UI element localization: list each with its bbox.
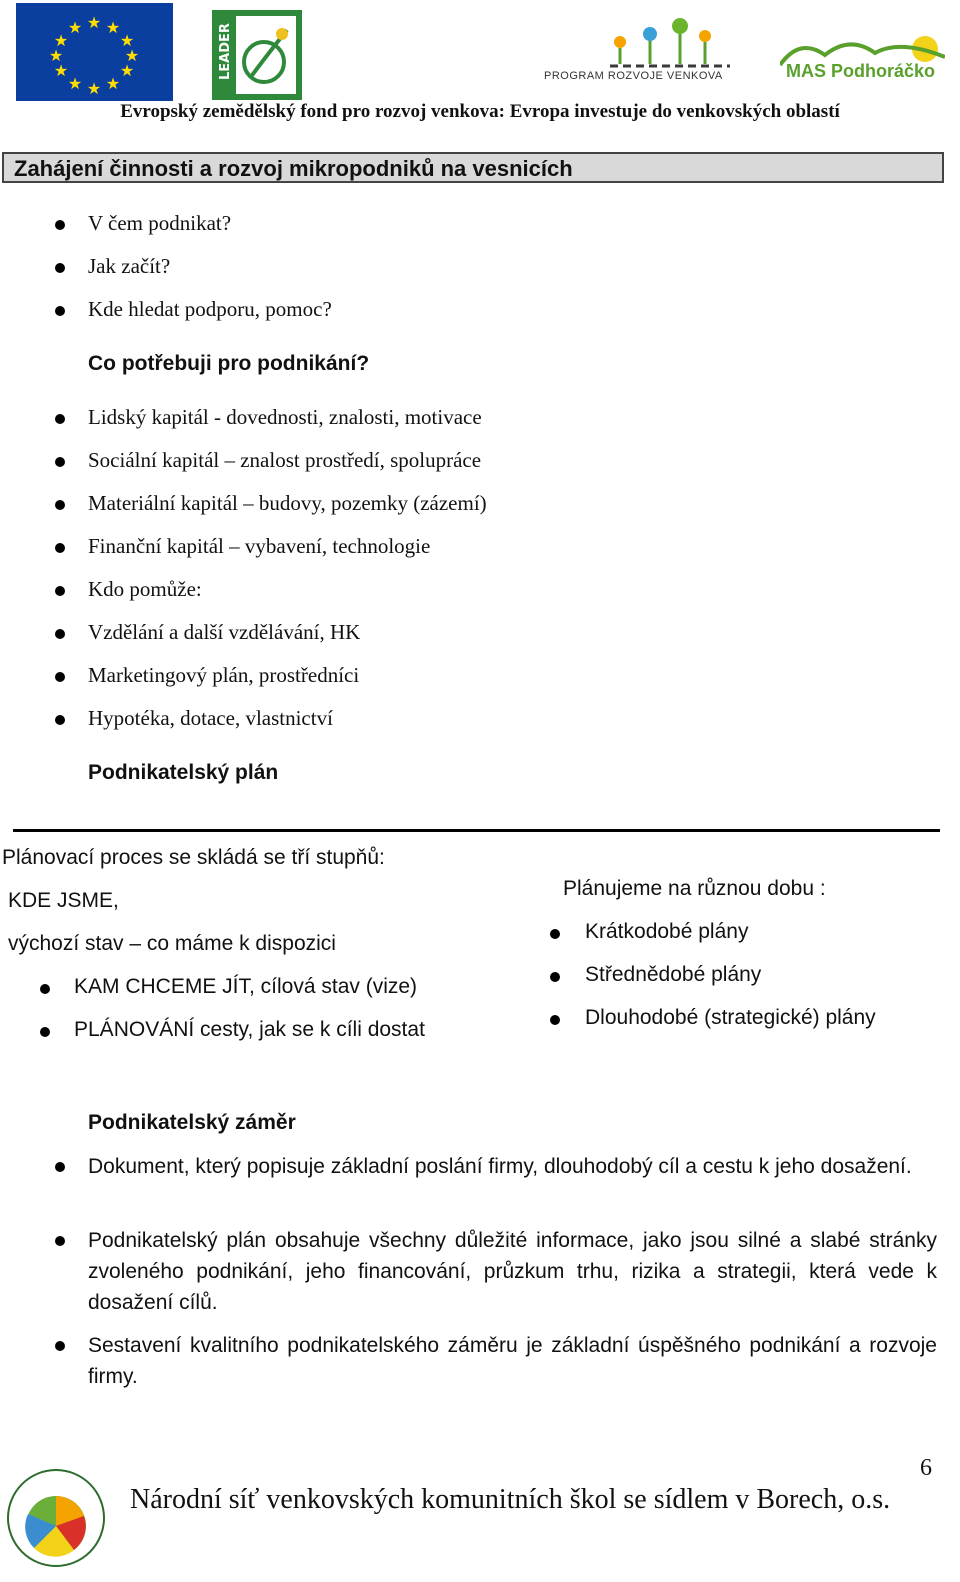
bullet-icon bbox=[55, 629, 65, 639]
bullet-icon bbox=[55, 306, 65, 316]
school-logo-icon bbox=[6, 1468, 106, 1568]
needs-item: Lidský kapitál - dovednosti, znalosti, motivace bbox=[88, 405, 482, 429]
plan-step: KAM CHCEME JÍT, cílová stav (vize) bbox=[74, 975, 418, 998]
bullet-icon bbox=[55, 672, 65, 682]
bullet-icon bbox=[55, 414, 65, 424]
bullet-icon bbox=[55, 1341, 65, 1351]
svg-text:★: ★ bbox=[105, 74, 121, 93]
page-title: Zahájení činnosti a rozvoj mikropodniků na vesnicích bbox=[14, 156, 573, 181]
bullet-icon bbox=[550, 1015, 560, 1025]
svg-text:LEADER: LEADER bbox=[218, 23, 233, 80]
svg-text:★: ★ bbox=[67, 18, 83, 37]
bullet-icon bbox=[55, 543, 65, 553]
needs-item: Vzdělání a další vzdělávání, HK bbox=[88, 620, 361, 644]
plan-step: PLÁNOVÁNÍ cesty, jak se k cíli dostat bbox=[74, 1018, 425, 1041]
bullet-icon bbox=[55, 586, 65, 596]
needs-item: Hypotéka, dotace, vlastnictví bbox=[88, 706, 333, 730]
header-caption: Evropský zemědělský fond pro rozvoj venkova: Evropa investuje do venkovských oblastí bbox=[120, 101, 840, 122]
bullet-icon bbox=[55, 715, 65, 725]
question-item: Jak začít? bbox=[88, 254, 171, 278]
bullet-icon bbox=[550, 972, 560, 982]
svg-text:★: ★ bbox=[53, 61, 69, 80]
bullet-icon bbox=[55, 1236, 65, 1246]
leader-logo-icon bbox=[212, 10, 302, 100]
bullet-icon bbox=[40, 1027, 50, 1037]
horizon-intro: Plánujeme na různou dobu : bbox=[563, 877, 826, 900]
svg-text:★: ★ bbox=[86, 79, 102, 98]
prv-logo-text: PROGRAM ROZVOJE VENKOVA bbox=[544, 70, 723, 82]
plan-heading: Podnikatelský plán bbox=[88, 761, 279, 784]
start-state-text: výchozí stav – co máme k dispozici bbox=[8, 932, 336, 955]
needs-item: Kdo pomůže: bbox=[88, 577, 202, 601]
needs-item: Materiální kapitál – budovy, pozemky (zázemí) bbox=[88, 491, 487, 515]
bullet-icon bbox=[55, 220, 65, 230]
where-text: KDE JSME, bbox=[8, 889, 119, 912]
footer-text: Národní síť venkovských komunitních škol se sídlem v Borech, o.s. bbox=[130, 1484, 891, 1515]
intent-item: Dokument, který popisuje základní poslání firmy, dlouhodobý cíl a cestu k jeho dosažení. bbox=[88, 1155, 912, 1178]
intent-item: Sestavení kvalitního podnikatelského záměru je základní úspěšného podnikání a rozvoje firmy. bbox=[88, 1334, 937, 1388]
horizon-item: Dlouhodobé (strategické) plány bbox=[585, 1006, 876, 1029]
svg-text:★: ★ bbox=[67, 74, 83, 93]
divider bbox=[13, 829, 940, 832]
svg-text:★: ★ bbox=[119, 31, 135, 50]
horizon-item: Střednědobé plány bbox=[585, 963, 762, 986]
intent-heading: Podnikatelský záměr bbox=[88, 1111, 296, 1134]
prv-logo-icon bbox=[540, 12, 740, 92]
question-item: Kde hledat podporu, pomoc? bbox=[88, 297, 332, 321]
svg-text:★: ★ bbox=[124, 46, 140, 65]
bullet-icon bbox=[55, 500, 65, 510]
eu-flag-icon bbox=[16, 3, 173, 101]
needs-item: Finanční kapitál – vybavení, technologie bbox=[88, 534, 431, 558]
svg-text:★: ★ bbox=[53, 31, 69, 50]
needs-item: Sociální kapitál – znalost prostředí, spolupráce bbox=[88, 448, 482, 472]
bullet-icon bbox=[550, 929, 560, 939]
svg-text:★: ★ bbox=[86, 13, 102, 32]
page-number: 6 bbox=[920, 1455, 932, 1481]
bullet-icon bbox=[55, 457, 65, 467]
mas-logo-icon bbox=[780, 35, 945, 85]
svg-text:★: ★ bbox=[105, 18, 121, 37]
svg-text:★: ★ bbox=[48, 46, 64, 65]
needs-heading: Co potřebuji pro podnikání? bbox=[88, 352, 370, 375]
svg-text:★: ★ bbox=[119, 61, 135, 80]
horizon-item: Krátkodobé plány bbox=[585, 920, 749, 943]
process-intro: Plánovací proces se skládá se tří stupňů: bbox=[2, 846, 385, 869]
question-item: V čem podnikat? bbox=[88, 211, 232, 235]
needs-item: Marketingový plán, prostředníci bbox=[88, 663, 360, 687]
bullet-icon bbox=[55, 1162, 65, 1172]
mas-logo-text: MAS Podhoráčko bbox=[786, 61, 936, 81]
intent-item: Podnikatelský plán obsahuje všechny důležité informace, jako jsou silné a slabé stránky zvoleného podnikání, jeho financování, průzkum trhu, rizika a strategii, která vede k dosažení cílů. bbox=[88, 1229, 937, 1314]
bullet-icon bbox=[40, 984, 50, 994]
bullet-icon bbox=[55, 263, 65, 273]
